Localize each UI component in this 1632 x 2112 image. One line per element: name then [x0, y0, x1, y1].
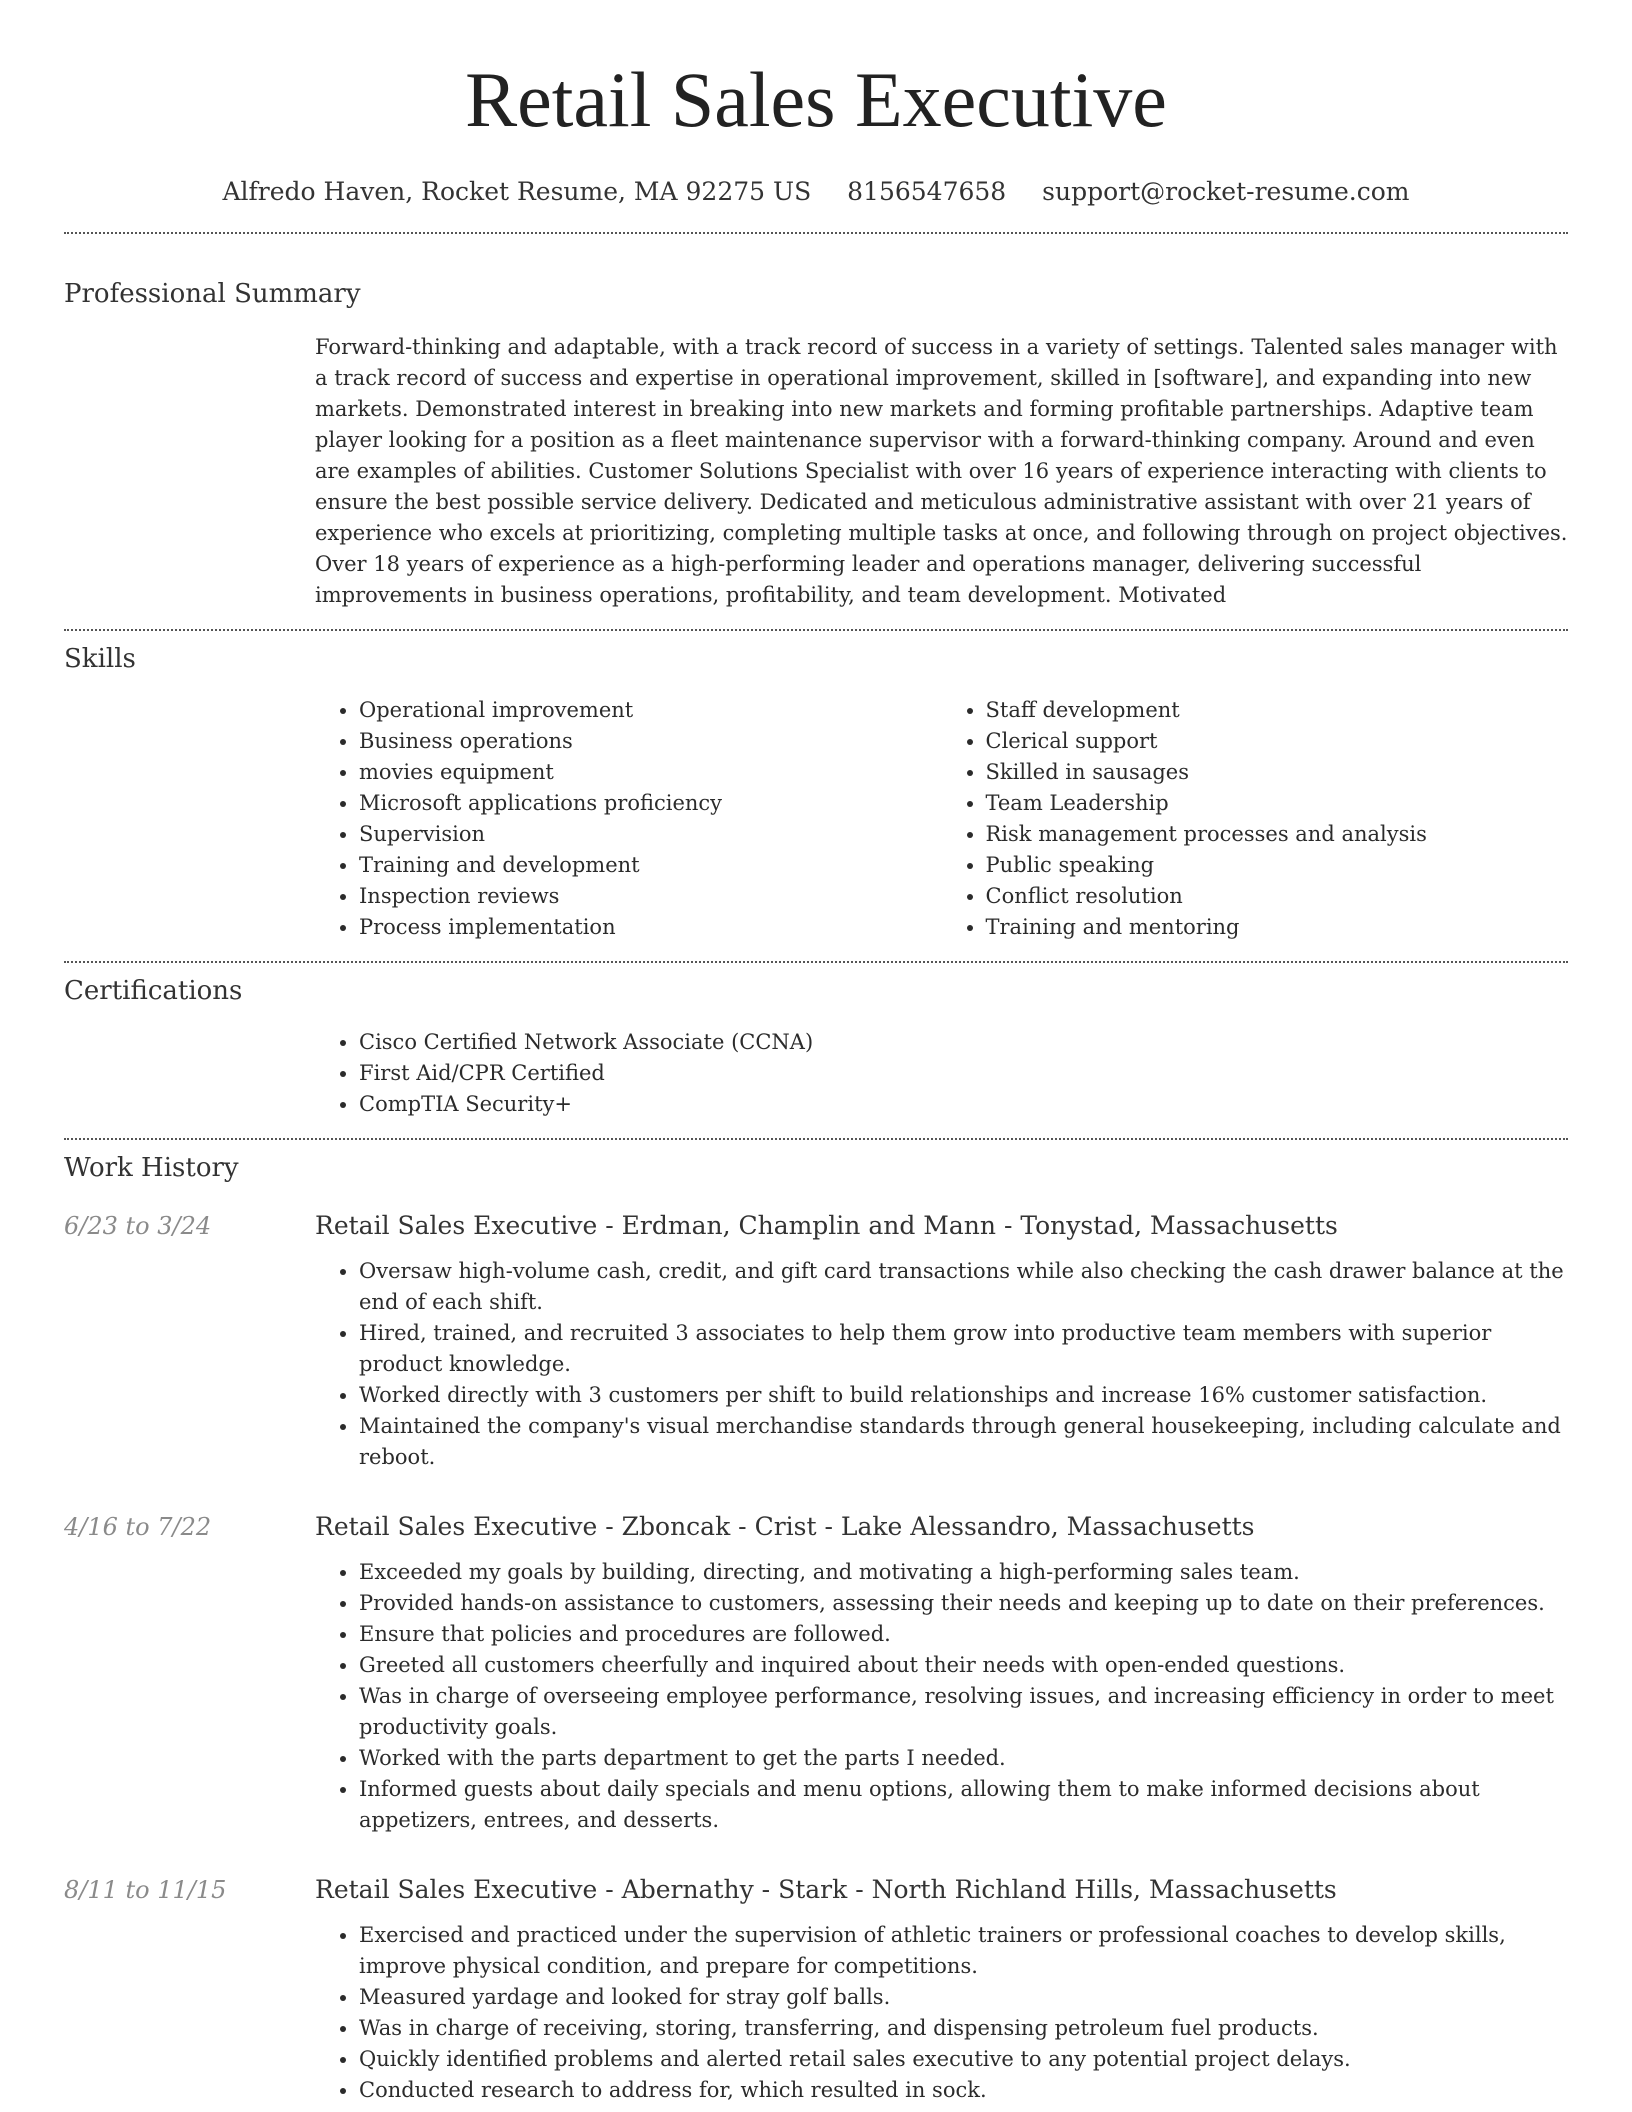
contact-email: support@rocket-resume.com [1042, 177, 1410, 206]
certifications-bullets [315, 1027, 1568, 1120]
work-bullets [315, 1256, 1568, 1473]
skill-item: • Training and development [359, 850, 942, 881]
work-bullet: • Hired, trained, and recruited 3 associates to help them grow into productive team members with superior product knowledge. [359, 1318, 1568, 1380]
work-bullet: • Informed guests about daily specials and menu options, allowing them to make informed decisions about appetizers, entrees, and desserts. [359, 1774, 1568, 1836]
certification-item: • CompTIA Security+ [359, 1089, 1568, 1120]
skill-item: • Supervision [359, 819, 942, 850]
skills-list [315, 695, 1568, 943]
work-entry [64, 1208, 1568, 1473]
skill-item: • Risk management processes and analysis [986, 819, 1569, 850]
work-bullet: • Provided hands-on assistance to customers, assessing their needs and keeping up to date on their preferences. [359, 1588, 1568, 1619]
skill-item: • Skilled in sausages [986, 757, 1569, 788]
work-bullet: • Exercised and practiced under the supervision of athletic trainers or professional coaches to develop skills, improve physical condition, and prepare for competitions. [359, 1920, 1568, 1982]
skill-item: • Microsoft applications proficiency [359, 788, 942, 819]
skill-item: • Training and mentoring [986, 912, 1569, 943]
certifications-heading: Certifications [64, 976, 243, 1006]
work-bullet: • Quickly identified problems and alerted retail sales executive to any potential project delays. [359, 2044, 1568, 2075]
skills-column-right [942, 695, 1569, 943]
skills-heading: Skills [64, 644, 136, 674]
skill-item: • Conflict resolution [986, 881, 1569, 912]
divider [64, 961, 1568, 963]
work-dates: 6/23 to 3/24 [64, 1212, 212, 1240]
contact-phone: 8156547658 [847, 177, 1007, 206]
work-bullet: • Greeted all customers cheerfully and inquired about their needs with open-ended questions. [359, 1650, 1568, 1681]
summary-heading: Professional Summary [64, 279, 361, 309]
divider [64, 1138, 1568, 1140]
contact-address: Alfredo Haven, Rocket Resume, MA 92275 US [222, 177, 812, 206]
certification-item: • First Aid/CPR Certified [359, 1058, 1568, 1089]
skill-item: • Public speaking [986, 850, 1569, 881]
work-bullet: • Exceeded my goals by building, directing, and motivating a high-performing sales team. [359, 1557, 1568, 1588]
work-bullet: • Worked directly with 3 customers per shift to build relationships and increase 16% customer satisfaction. [359, 1380, 1568, 1411]
work-dates: 4/16 to 7/22 [64, 1513, 212, 1541]
work-bullet: • Measured yardage and looked for stray golf balls. [359, 1982, 1568, 2013]
work-bullet: • Was in charge of receiving, storing, transferring, and dispensing petroleum fuel products. [359, 2013, 1568, 2044]
skill-item: • Process implementation [359, 912, 942, 943]
skills-column-left [315, 695, 942, 943]
divider [64, 232, 1568, 234]
work-history-heading: Work History [64, 1153, 239, 1183]
work-title: Retail Sales Executive - Erdman, Champlin and Mann - Tonystad, Massachusetts [315, 1211, 1338, 1240]
work-dates: 8/11 to 11/15 [64, 1876, 227, 1904]
work-bullet: • Maintained the company's visual merchandise standards through general housekeeping, including calculate and reboot. [359, 1411, 1568, 1473]
work-bullets [315, 1557, 1568, 1836]
summary-text: Forward-thinking and adaptable, with a track record of success in a variety of settings. Talented sales manager with a track record of success and expertise in operational improvement, skilled in [software], and expanding into new markets. Demonstrated interest in breaking into new markets and forming profitable partnerships. Adaptive team player looking for a position as a fleet maintenance supervisor with a forward-thinking company. Around and even are examples of abilities. Customer Solutions Specialist with over 16 years of experience interacting with clients to ensure the best possible service delivery. Dedicated and meticulous administrative assistant with over 21 years of experience who excels at prioritizing, completing multiple tasks at once, and following through on project objectives. Over 18 years of experience as a high-performing leader and operations manager, delivering successful improvements in business operations, profitability, and team development. Motivated [315, 335, 1568, 607]
work-bullets [315, 1920, 1568, 2106]
work-title: Retail Sales Executive - Abernathy - Stark - North Richland Hills, Massachusetts [315, 1875, 1337, 1904]
work-bullet: • Ensure that policies and procedures are followed. [359, 1619, 1568, 1650]
certifications-list [315, 1027, 1568, 1120]
skill-item: • Inspection reviews [359, 881, 942, 912]
work-entry [64, 1872, 1568, 2106]
certification-item: • Cisco Certified Network Associate (CCNA) [359, 1027, 1568, 1058]
work-details [315, 1509, 1568, 1836]
work-details [315, 1872, 1568, 2106]
work-bullet: • Worked with the parts department to get the parts I needed. [359, 1743, 1568, 1774]
work-title: Retail Sales Executive - Zboncak - Crist - Lake Alessandro, Massachusetts [315, 1512, 1255, 1541]
divider [64, 629, 1568, 631]
skill-item: • Business operations [359, 726, 942, 757]
skill-item: • Clerical support [986, 726, 1569, 757]
work-bullet: • Oversaw high-volume cash, credit, and gift card transactions while also checking the cash drawer balance at the end of each shift. [359, 1256, 1568, 1318]
work-bullet: • Conducted research to address for, which resulted in sock. [359, 2075, 1568, 2106]
skill-item: • Operational improvement [359, 695, 942, 726]
resume-title: Retail Sales Executive [465, 56, 1167, 143]
work-entry [64, 1509, 1568, 1836]
work-details [315, 1208, 1568, 1473]
skill-item: • Staff development [986, 695, 1569, 726]
skill-item: • movies equipment [359, 757, 942, 788]
contact-line [64, 174, 1568, 210]
work-bullet: • Was in charge of overseeing employee performance, resolving issues, and increasing efficiency in order to meet productivity goals. [359, 1681, 1568, 1743]
skill-item: • Team Leadership [986, 788, 1569, 819]
